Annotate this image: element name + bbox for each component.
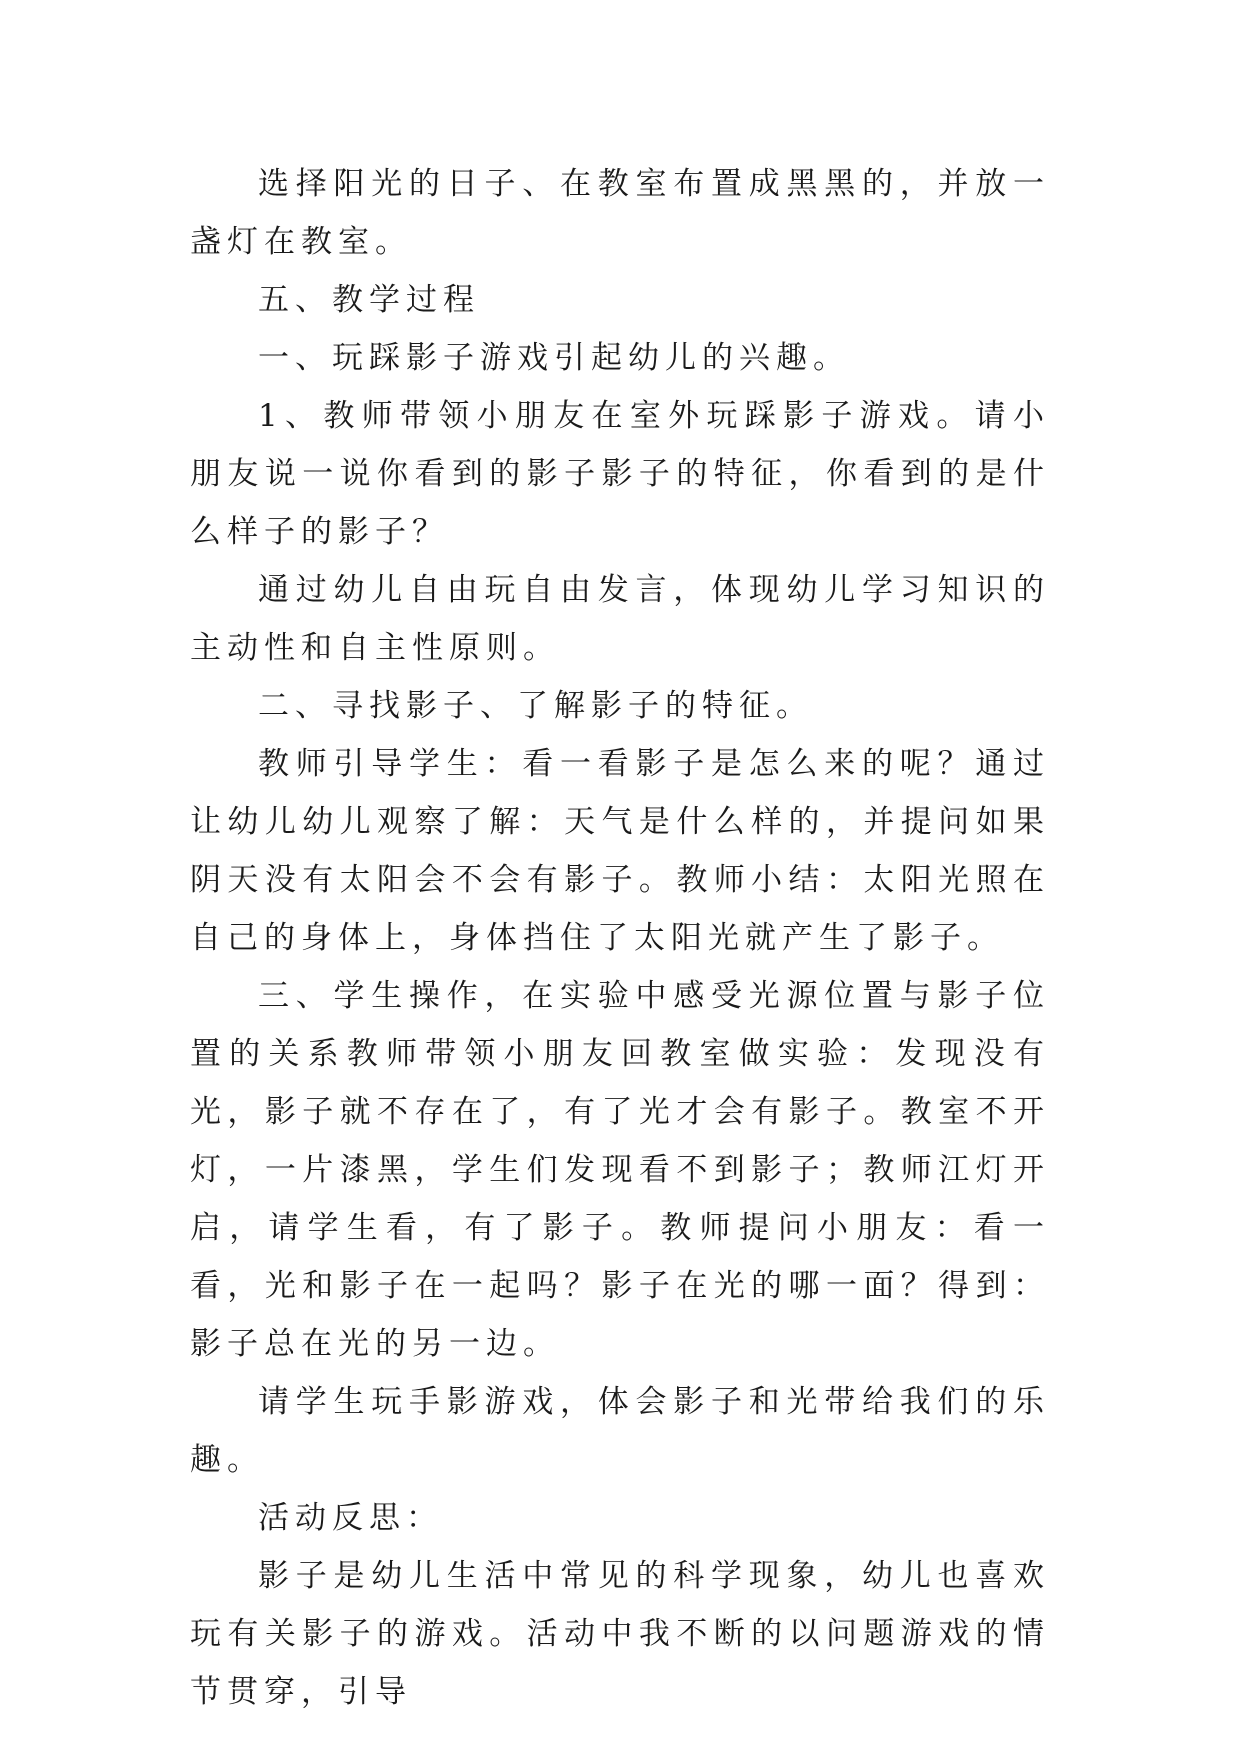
paragraph-hand-shadow-game: 请学生玩手影游戏，体会影子和光带给我们的乐趣。 xyxy=(190,1384,1050,1478)
paragraph-step-three: 三、学生操作，在实验中感受光源位置与影子位置的关系教师带领小朋友回教室做实验：发现没有光，影子就不存在了，有了光才会有影子。教室不开灯，一片漆黑，学生们发现看不到影子；教师江灯开启，请学生看，有了影子。教师提问小朋友：看一看，光和影子在一起吗？影子在光的哪一面？得到：影子总在光的另一边。 xyxy=(190,978,1050,1362)
paragraph-step-one-detail: 1、教师带领小朋友在室外玩踩影子游戏。请小朋友说一说你看到的影子影子的特征，你看到的是什么样子的影子？ xyxy=(190,398,1050,550)
paragraph-preparation: 选择阳光的日子、在教室布置成黑黑的，并放一盏灯在教室。 xyxy=(190,166,1050,260)
paragraph-step-one-principle: 通过幼儿自由玩自由发言，体现幼儿学习知识的主动性和自主性原则。 xyxy=(190,572,1050,666)
document-page xyxy=(190,155,1050,1721)
heading-reflection: 活动反思： xyxy=(258,1500,443,1536)
heading-teaching-process: 五、教学过程 xyxy=(258,282,480,318)
heading-step-one: 一、玩踩影子游戏引起幼儿的兴趣。 xyxy=(258,340,850,376)
heading-step-two: 二、寻找影子、了解影子的特征。 xyxy=(258,688,813,724)
paragraph-reflection: 影子是幼儿生活中常见的科学现象，幼儿也喜欢玩有关影子的游戏。活动中我不断的以问题游戏的情节贯穿，引导 xyxy=(190,1558,1050,1710)
paragraph-step-two-detail: 教师引导学生：看一看影子是怎么来的呢？通过让幼儿幼儿观察了解：天气是什么样的，并提问如果阴天没有太阳会不会有影子。教师小结：太阳光照在自己的身体上，身体挡住了太阳光就产生了影子。 xyxy=(190,746,1050,956)
